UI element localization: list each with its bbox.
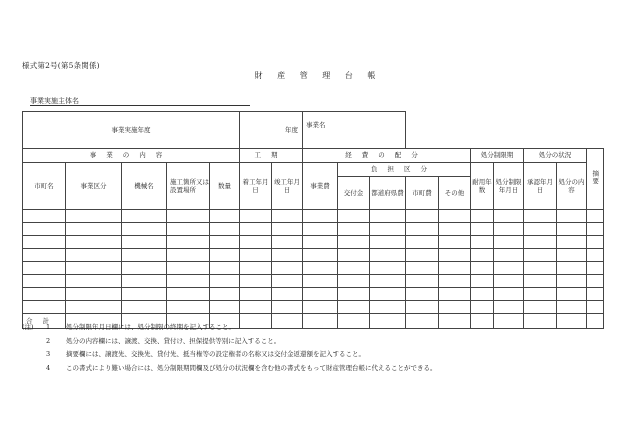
table-row (23, 275, 604, 288)
table-row (23, 288, 604, 301)
note-item (22, 321, 437, 335)
table-cell (66, 249, 122, 262)
machine-name-header: 機械名 (122, 163, 167, 210)
table-cell (303, 301, 338, 314)
table-cell (406, 301, 439, 314)
project-name-label: 事業名 (306, 121, 326, 129)
table-cell (66, 275, 122, 288)
municipal-cost-header: 市町費 (406, 177, 439, 210)
cost-allocation-header: 経費の配分 (303, 149, 471, 163)
table-cell (406, 249, 439, 262)
table-cell (439, 275, 471, 288)
entity-underline (30, 105, 250, 106)
table-cell (240, 236, 272, 249)
table-cell (557, 210, 587, 223)
table-cell (494, 275, 524, 288)
table-cell (240, 275, 272, 288)
table-cell (240, 301, 272, 314)
note-number: 4 (46, 363, 51, 372)
table-cell (66, 223, 122, 236)
remarks-header (587, 149, 604, 210)
table-cell (587, 301, 604, 314)
table-cell (494, 249, 524, 262)
table-cell (210, 275, 240, 288)
table-cell (587, 275, 604, 288)
municipality-header: 市町名 (23, 163, 66, 210)
ledger-table (22, 111, 604, 329)
table-cell (303, 275, 338, 288)
table-cell (557, 288, 587, 301)
table-cell (240, 262, 272, 275)
table-cell (167, 249, 210, 262)
table-cell (406, 210, 439, 223)
table-cell (524, 210, 557, 223)
completion-date-header: 竣工年月日 (272, 163, 303, 210)
table-cell (439, 236, 471, 249)
table-cell (406, 275, 439, 288)
table-cell (587, 210, 604, 223)
table-cell (439, 249, 471, 262)
start-date-header: 着工年月日 (240, 163, 272, 210)
quantity-header: 数量 (210, 163, 240, 210)
table-cell (122, 223, 167, 236)
disposal-status-header: 処分の状況 (524, 149, 587, 163)
table-cell (557, 249, 587, 262)
table-cell (338, 288, 370, 301)
table-cell (167, 236, 210, 249)
project-cost-header: 事業費 (303, 163, 338, 210)
table-cell (23, 249, 66, 262)
year-label: 年度 (285, 125, 298, 134)
table-cell (23, 223, 66, 236)
table-cell (210, 236, 240, 249)
table-cell (66, 262, 122, 275)
install-location-header: 施工箇所又は設置場所 (167, 163, 210, 210)
table-cell (303, 210, 338, 223)
total-label: 合計 (23, 314, 66, 329)
note-text: 処分制限年月日欄には、処分制限の終期を記入すること。 (66, 323, 235, 331)
total-cell (524, 314, 557, 329)
table-cell (494, 236, 524, 249)
table-cell (303, 236, 338, 249)
table-cell (471, 275, 494, 288)
table-cell (338, 249, 370, 262)
table-cell (66, 210, 122, 223)
table-cell (524, 236, 557, 249)
total-cell (557, 314, 587, 329)
table-cell (338, 262, 370, 275)
table-cell (471, 288, 494, 301)
table-cell (210, 301, 240, 314)
table-row (23, 210, 604, 223)
blank-header-area (406, 112, 604, 149)
table-cell (557, 262, 587, 275)
table-cell (494, 301, 524, 314)
table-cell (122, 249, 167, 262)
table-cell (471, 301, 494, 314)
table-cell (524, 301, 557, 314)
table-cell (210, 210, 240, 223)
data-rows (23, 210, 604, 314)
disposal-limit-header: 処分制限期 (471, 149, 524, 163)
disposal-limit-date-header: 処分制限年月日 (494, 163, 524, 210)
note-item (22, 362, 437, 376)
table-cell (210, 262, 240, 275)
table-cell (439, 288, 471, 301)
table-cell (494, 288, 524, 301)
table-cell (439, 301, 471, 314)
table-cell (338, 301, 370, 314)
approval-date-header: 承認年月日 (524, 163, 557, 210)
table-cell (23, 301, 66, 314)
table-cell (272, 249, 303, 262)
note-number: 3 (46, 350, 51, 358)
business-category-header: 事業区分 (66, 163, 122, 210)
table-cell (303, 249, 338, 262)
table-cell (303, 223, 338, 236)
table-cell (370, 249, 406, 262)
table-cell (122, 275, 167, 288)
title-char: 理 (322, 71, 331, 80)
title-char: 産 (277, 71, 286, 80)
table-cell (210, 223, 240, 236)
table-cell (167, 288, 210, 301)
table-cell (23, 236, 66, 249)
table-cell (167, 275, 210, 288)
table-cell (439, 223, 471, 236)
table-cell (587, 288, 604, 301)
table-cell (23, 210, 66, 223)
note-text: 処分の内容欄には、譲渡、交換、貸付け、担保提供等別に記入すること。 (66, 336, 281, 345)
table-cell (240, 223, 272, 236)
table-row (23, 301, 604, 314)
other-header: その他 (439, 177, 471, 210)
table-cell (370, 262, 406, 275)
note-item (22, 348, 437, 362)
table-cell (471, 236, 494, 249)
table-cell (471, 262, 494, 275)
table-row (23, 249, 604, 262)
table-cell (272, 301, 303, 314)
table-cell (439, 262, 471, 275)
table-cell (240, 288, 272, 301)
table-cell (240, 249, 272, 262)
title-char: 台 (344, 71, 353, 80)
table-cell (272, 288, 303, 301)
table-cell (338, 210, 370, 223)
useful-years-header: 耐用年数 (471, 163, 494, 210)
title-char: 管 (299, 71, 308, 80)
table-cell (557, 236, 587, 249)
table-cell (524, 262, 557, 275)
table-cell (303, 262, 338, 275)
table-row (23, 236, 604, 249)
table-cell (524, 223, 557, 236)
table-cell (66, 288, 122, 301)
page-title (0, 70, 630, 81)
table-cell (167, 301, 210, 314)
year-cell (240, 112, 303, 149)
table-cell (494, 223, 524, 236)
table-cell (587, 249, 604, 262)
table-cell (494, 262, 524, 275)
remarks-label: 摘要 (591, 170, 600, 186)
table-cell (338, 223, 370, 236)
title-char: 財 (254, 71, 263, 80)
table-cell (23, 275, 66, 288)
fiscal-year-header: 事業実施年度 (23, 112, 240, 149)
total-cell (494, 314, 524, 329)
table-cell (370, 236, 406, 249)
table-cell (587, 223, 604, 236)
table-cell (240, 210, 272, 223)
table-cell (210, 288, 240, 301)
table-cell (406, 288, 439, 301)
table-cell (471, 223, 494, 236)
table-cell (471, 210, 494, 223)
table-cell (66, 301, 122, 314)
table-cell (557, 275, 587, 288)
table-cell (122, 262, 167, 275)
table-cell (370, 301, 406, 314)
table-cell (494, 210, 524, 223)
note-item (22, 335, 437, 349)
construction-period-header: 工期 (240, 149, 303, 163)
table-cell (272, 223, 303, 236)
table-cell (406, 236, 439, 249)
form-number: 様式第2号(第5条関係) (22, 61, 100, 70)
table-row (23, 223, 604, 236)
table-row (23, 262, 604, 275)
total-cell (439, 314, 471, 329)
note-text: 摘要欄には、譲渡先、交換先、貸付先、抵当権等の設定権者の名称又は交付金返還額を記入すること。 (66, 350, 365, 358)
title-char: 帳 (367, 71, 376, 80)
table-cell (370, 210, 406, 223)
table-cell (439, 210, 471, 223)
table-cell (122, 210, 167, 223)
table-cell (210, 249, 240, 262)
table-cell (338, 275, 370, 288)
table-cell (557, 301, 587, 314)
table-cell (272, 262, 303, 275)
table-cell (406, 223, 439, 236)
prefecture-cost-header: 都道府県費 (370, 177, 406, 210)
table-cell (272, 210, 303, 223)
table-cell (524, 275, 557, 288)
table-cell (587, 236, 604, 249)
entity-label: 事業実施主体名 (30, 97, 79, 105)
table-cell (406, 262, 439, 275)
total-cell (471, 314, 494, 329)
table-cell (122, 288, 167, 301)
note-number: 2 (46, 336, 51, 345)
disposal-content-header: 処分の内容 (557, 163, 587, 210)
table-cell (272, 275, 303, 288)
project-content-header: 事業の内容 (23, 149, 240, 163)
note-number: 1 (46, 323, 51, 331)
burden-category-header: 負担区分 (338, 163, 471, 177)
table-cell (471, 249, 494, 262)
table-cell (338, 236, 370, 249)
table-cell (66, 236, 122, 249)
table-cell (23, 262, 66, 275)
table-cell (524, 288, 557, 301)
table-cell (370, 288, 406, 301)
table-cell (370, 223, 406, 236)
table-cell (370, 275, 406, 288)
table-cell (167, 223, 210, 236)
table-cell (303, 288, 338, 301)
table-cell (122, 236, 167, 249)
table-cell (167, 210, 210, 223)
table-cell (122, 301, 167, 314)
table-cell (587, 262, 604, 275)
table-cell (524, 249, 557, 262)
table-cell (272, 236, 303, 249)
project-name-cell (303, 112, 406, 149)
total-cell (587, 314, 604, 329)
table-cell (557, 223, 587, 236)
subsidy-header: 交付金 (338, 177, 370, 210)
notes-head: (注) (22, 323, 34, 331)
table-cell (167, 262, 210, 275)
notes (22, 321, 437, 375)
note-text: この書式により難い場合には、処分制限期間欄及び処分の状況欄を含む他の書式をもって財産管理台帳に代えることができる。 (66, 363, 437, 372)
table-cell (23, 288, 66, 301)
